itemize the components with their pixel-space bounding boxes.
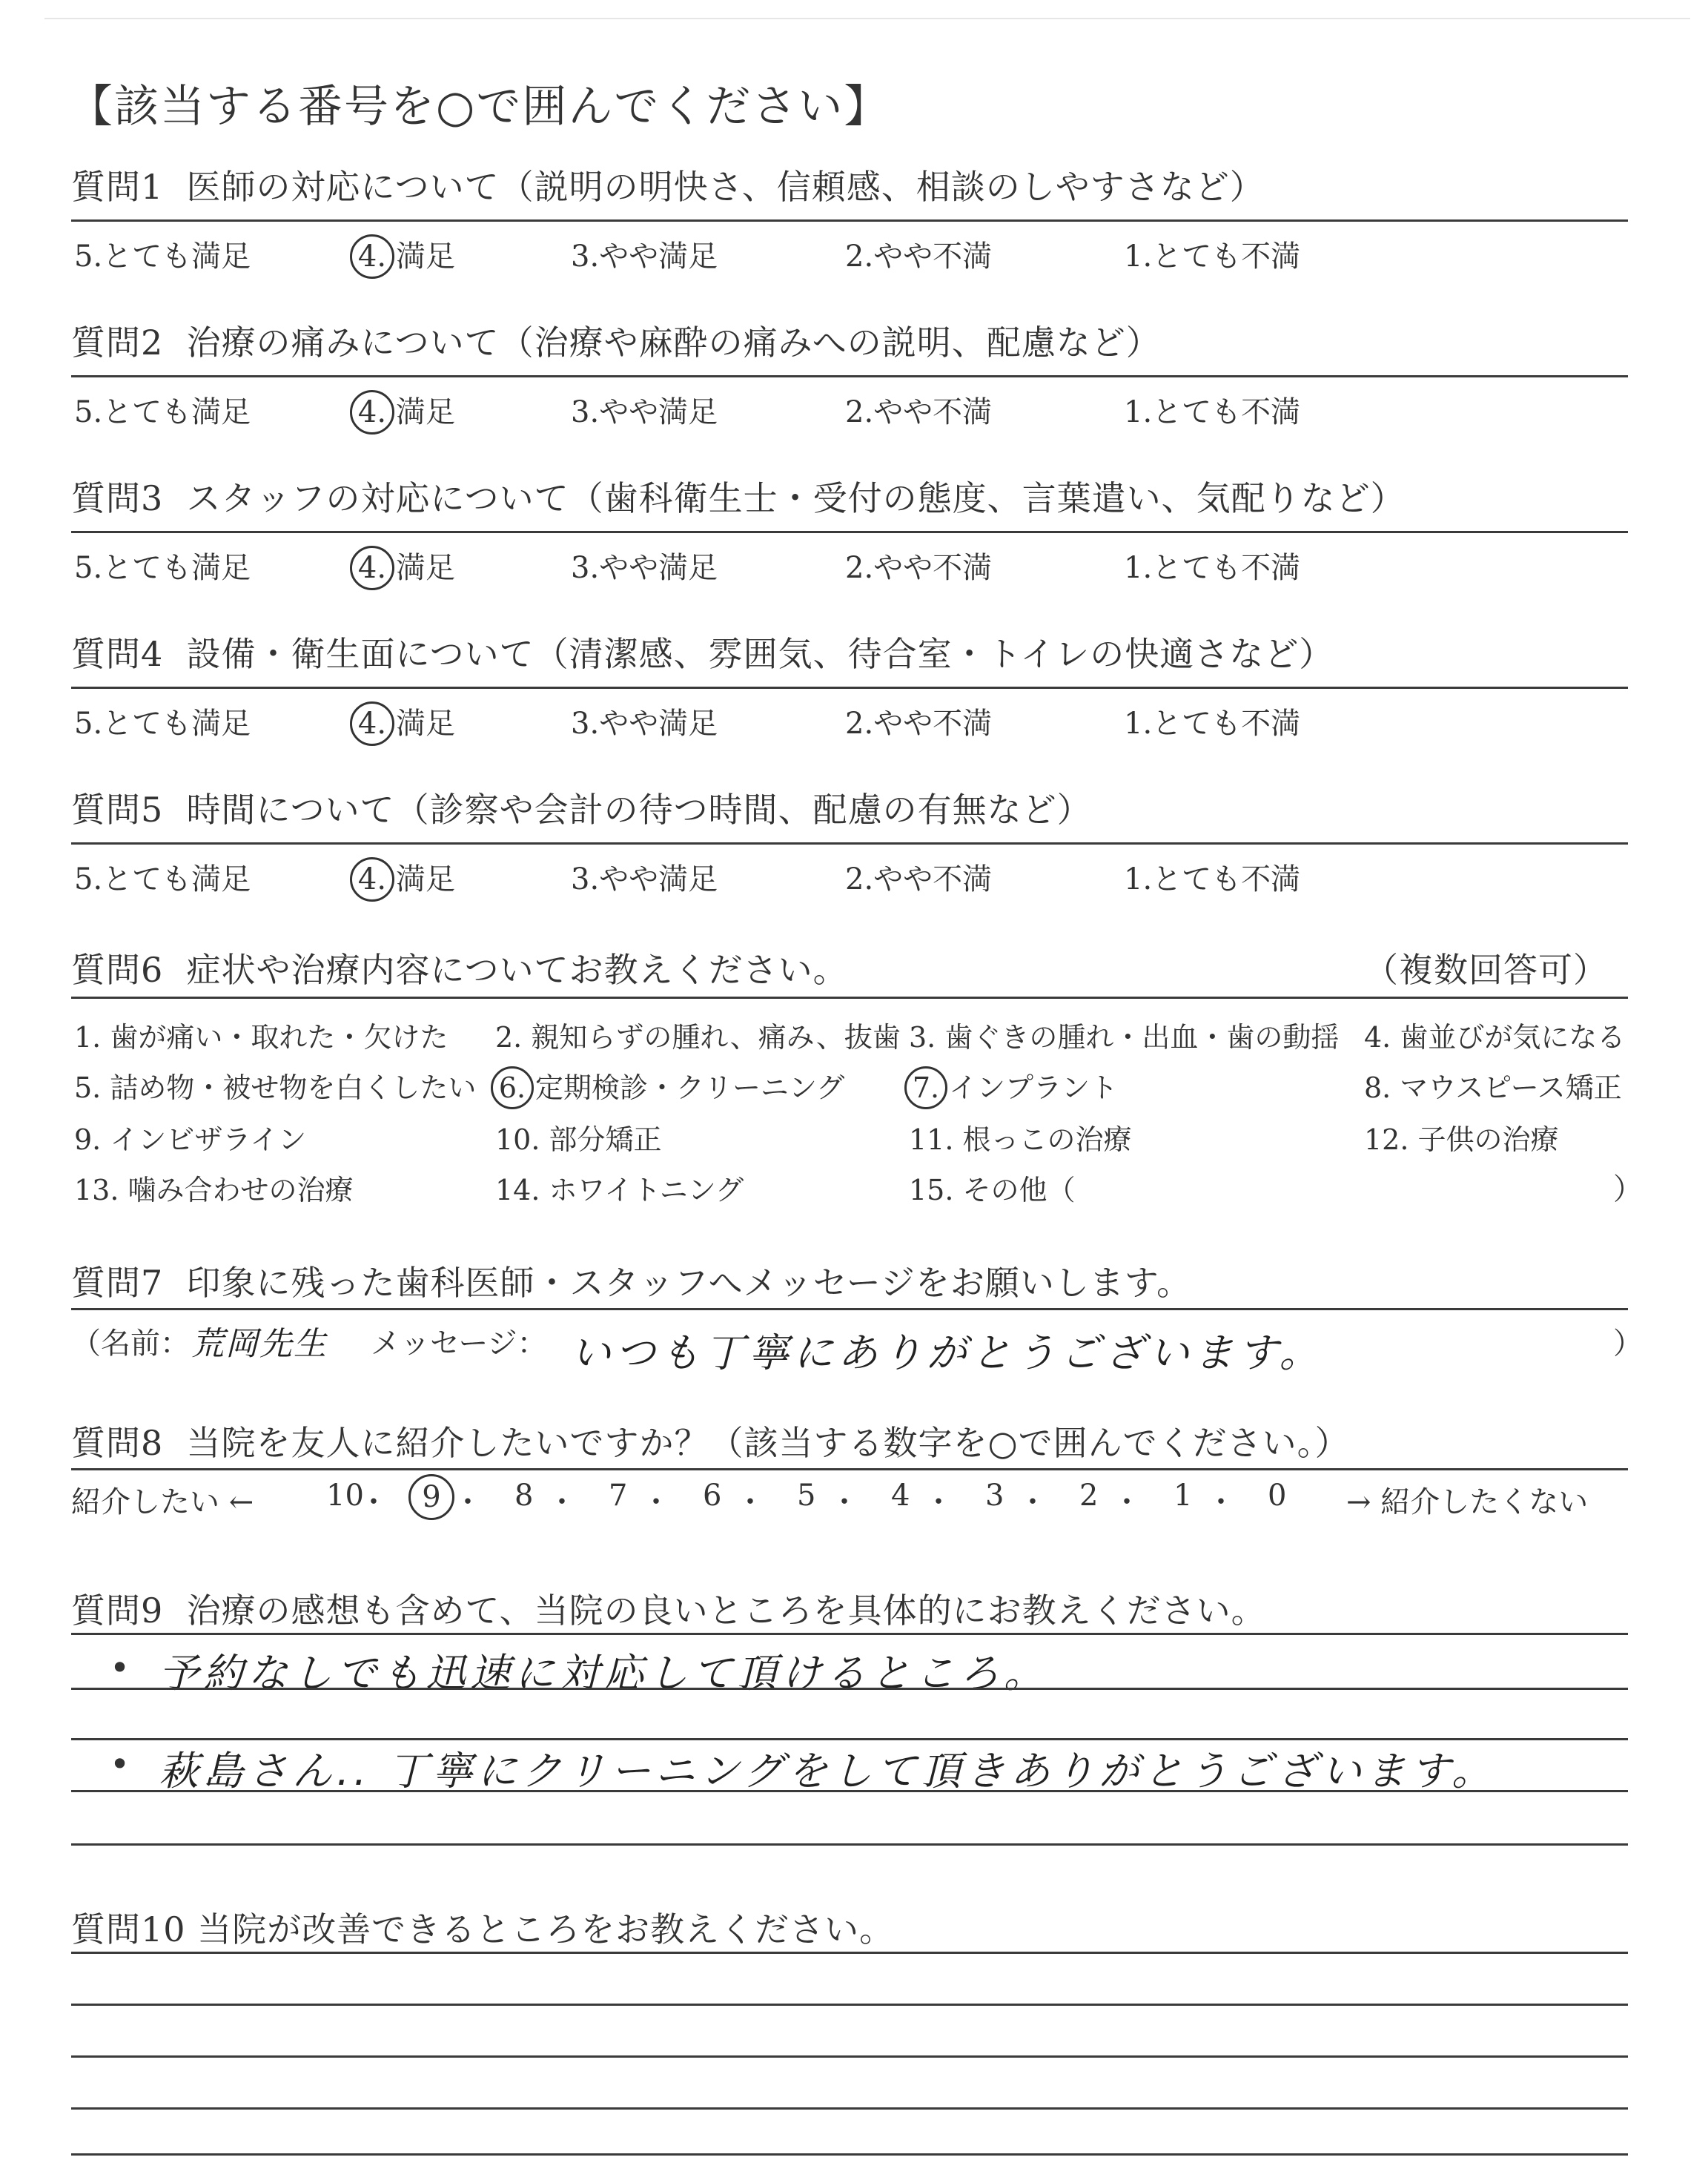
selected-circle: 4. [350,546,394,590]
option-label: とても満足 [102,862,251,896]
q6-option-1[interactable] [74,1014,448,1055]
option-number: 3. [571,395,600,429]
q1-option-1[interactable] [1124,233,1300,275]
option-number: 5. [74,1071,102,1104]
q10-answer-line [71,2004,1628,2006]
q2-label: 質問2 [71,323,164,363]
q5-title [71,783,1092,832]
option-label: 詰め物・被せ物を白くしたい [110,1071,477,1104]
option-label: 満足 [396,395,455,429]
q6-text: 症状や治療内容についてお教えください。 [186,950,848,990]
q3-option-4[interactable] [354,544,455,590]
q8-scale-separator: ・ [453,1485,483,1519]
option-label: とても不満 [1152,395,1301,429]
q2-option-2[interactable] [845,389,992,431]
q6-title [71,943,848,992]
option-number: 3. [571,551,600,585]
page-heading: 【該当する番号を○で囲んでください】 [68,81,890,133]
option-number: 2. [845,862,874,896]
option-number: 1. [1124,707,1153,741]
q9-answer-line [71,1843,1628,1846]
option-label: 満足 [396,707,455,741]
option-label: やや不満 [873,707,993,741]
q9-rule [71,1633,1628,1635]
q6-option-15[interactable] [909,1167,1076,1208]
q9-title [71,1584,1266,1633]
option-number: 1. [1124,862,1153,896]
q2-option-3[interactable] [571,389,718,431]
q4-title [71,627,1334,676]
q3-title [71,472,1406,521]
q10-text: 当院が改善できるところをお教えください。 [197,1909,895,1949]
q7-title [71,1256,1191,1305]
q8-scale-separator: ・ [1112,1485,1142,1519]
option-label: その他（ [962,1174,1076,1206]
selected-circle: 4. [350,390,394,435]
option-number: 1. [74,1021,102,1054]
selected-circle: 4. [350,701,394,746]
option-label: ホワイトニング [549,1174,744,1206]
q8-scale-8[interactable]: 8 [514,1479,534,1513]
option-label: 歯ぐきの腫れ・出血・歯の動揺 [944,1021,1340,1054]
q6-option-2[interactable] [495,1014,901,1055]
q6-option-3[interactable] [909,1014,1339,1055]
q7-label: 質問7 [71,1263,164,1303]
option-label: とても不満 [1152,707,1301,741]
q8-title [71,1416,1350,1465]
option-number: 5. [74,240,103,274]
q10-answer-line [71,2153,1628,2156]
q1-rule [71,219,1628,222]
q1-text: 医師の対応について（説明の明快さ、信頼感、相談のしやすさなど） [186,167,1265,207]
q2-text: 治療の痛みについて（治療や麻酔の痛みへの説明、配慮など） [186,323,1161,363]
option-number: 2. [845,240,874,274]
q3-text: スタッフの対応について（歯科衛生士・受付の態度、言葉遣い、気配りなど） [186,478,1406,518]
q6-option-9[interactable] [74,1117,306,1157]
option-number: 5. [74,395,103,429]
selected-circle: 4. [350,857,394,902]
q2-option-4[interactable] [354,389,455,435]
option-label: 満足 [396,240,455,274]
q4-option-3[interactable] [571,700,718,742]
q4-text: 設備・衛生面について（清潔感、雰囲気、待合室・トイレの快適さなど） [186,634,1334,674]
option-number: 3. [571,862,600,896]
q6-option-7[interactable] [909,1065,1118,1109]
q7-message-label: メッセージ： [371,1327,547,1361]
q4-option-2[interactable] [845,700,992,742]
option-label: 噛み合わせの治療 [128,1174,354,1206]
q2-title [71,316,1161,365]
page-top-edge [44,18,1690,19]
option-number: 15. [909,1174,954,1206]
option-number: 3. [571,240,600,274]
option-label: とても不満 [1152,862,1301,896]
option-number: 11. [909,1123,954,1156]
q6-option-12[interactable] [1364,1117,1559,1157]
q1-option-5[interactable] [74,233,251,275]
q3-option-1[interactable] [1124,544,1300,587]
q7-text: 印象に残った歯科医師・スタッフへメッセージをお願いします。 [186,1263,1192,1303]
option-number: 4. [1364,1021,1391,1054]
option-label: やや満足 [599,862,718,896]
option-number: 2. [845,707,874,741]
q8-scale-7[interactable]: 7 [609,1479,628,1513]
option-number: 1. [1124,240,1153,274]
q10-title [71,1903,894,1952]
q8-scale-separator: ・ [641,1485,671,1519]
q2-rule [71,375,1628,377]
option-label: とても満足 [102,551,251,585]
q9-answer-1-bullet: • [110,1648,130,1688]
q8-scale-separator: ・ [735,1485,765,1519]
q8-scale-1[interactable]: 1 [1174,1479,1193,1513]
q3-label: 質問3 [71,478,164,518]
option-label: 満足 [396,551,455,585]
q10-answer-line [71,2055,1628,2058]
q6-option-4[interactable] [1364,1014,1625,1055]
q4-rule [71,687,1628,689]
q6-option-8[interactable] [1364,1065,1622,1106]
q6-rule [71,997,1628,999]
q8-scale-2[interactable]: 2 [1079,1479,1099,1513]
option-label: マウスピース矯正 [1400,1071,1622,1104]
q3-option-5[interactable] [74,544,251,587]
q6-option-13[interactable] [74,1167,354,1208]
q4-label: 質問4 [71,634,164,674]
q9-answer-2-bullet: • [110,1744,130,1784]
option-number: 3. [909,1021,936,1054]
q6-multiple-note: （複数回答可） [1364,950,1608,990]
option-label: とても不満 [1152,240,1301,274]
option-label: 子供の治療 [1417,1123,1559,1156]
option-label: やや満足 [599,240,718,274]
q8-rule [71,1468,1628,1470]
q6-option-11[interactable] [909,1117,1132,1157]
q1-option-2[interactable] [845,233,992,275]
q8-right-label: → 紹介したくない [1346,1485,1589,1519]
q1-option-4[interactable] [354,233,455,279]
q9-answer-line [71,1790,1628,1792]
q10-answer-line [71,2107,1628,2110]
q3-option-3[interactable] [571,544,718,587]
q8-scale-4[interactable]: 4 [891,1479,910,1513]
option-number: 1. [1124,395,1153,429]
q8-scale-5[interactable]: 5 [797,1479,816,1513]
q6-option-14[interactable] [495,1167,744,1208]
q8-scale-10[interactable]: 10 [326,1479,364,1513]
q8-scale-3[interactable]: 3 [985,1479,1004,1513]
q5-label: 質問5 [71,790,164,830]
option-label: やや不満 [873,240,993,274]
q7-close: ） [1613,1327,1643,1361]
q10-rule [71,1952,1628,1954]
selected-circle: 7. [904,1066,947,1109]
q7-name-value: 荒岡先生 [191,1325,328,1363]
option-number: 3. [571,707,600,741]
q8-text: 当院を友人に紹介したいですか？（該当する数字を○で囲んでください。） [186,1423,1350,1463]
q5-text: 時間について（診察や会計の待つ時間、配慮の有無など） [186,790,1092,830]
q2-option-5[interactable] [74,389,251,431]
option-label: インプラント [949,1071,1119,1104]
option-number: 14. [495,1174,540,1206]
option-number: 12. [1364,1123,1409,1156]
selected-circle: 6. [491,1066,534,1109]
q1-option-3[interactable] [571,233,718,275]
q9-label: 質問9 [71,1591,164,1631]
option-label: 定期検診・クリーニング [535,1071,845,1104]
q6-label: 質問6 [71,950,164,990]
q8-label: 質問8 [71,1423,164,1463]
q8-scale-separator: ・ [1206,1485,1236,1519]
q9-answer-1: 予約なしでも迅速に対応して頂けるところ。 [159,1650,1048,1697]
option-number: 5. [74,862,103,896]
q5-option-5[interactable] [74,856,251,898]
option-number: 2. [845,551,874,585]
option-label: やや満足 [599,551,718,585]
q6-option-6[interactable] [495,1065,844,1109]
option-label: 根っこの治療 [962,1123,1132,1156]
option-number: 10. [495,1123,540,1156]
q5-option-1[interactable] [1124,856,1300,898]
q1-title [71,160,1265,209]
option-number: 9. [74,1123,102,1156]
q7-message-value: いつも丁寧にありがとうございます。 [571,1330,1324,1376]
option-number: 5. [74,551,103,585]
q8-scale-9[interactable]: 9 [408,1474,454,1520]
option-label: とても不満 [1152,551,1301,585]
q3-option-2[interactable] [845,544,992,587]
q4-option-5[interactable] [74,700,251,742]
q4-option-1[interactable] [1124,700,1300,742]
q8-scale-separator: ・ [359,1485,388,1519]
option-number: 1. [1124,551,1153,585]
option-label: やや満足 [599,707,718,741]
q5-option-4[interactable] [354,856,455,902]
q8-scale-separator: ・ [830,1485,859,1519]
q5-rule [71,842,1628,845]
q8-left-label: 紹介したい ← [71,1485,254,1519]
option-number: 5. [74,707,103,741]
option-label: インビザライン [110,1123,307,1156]
q8-scale-separator: ・ [924,1485,953,1519]
option-label: 歯が痛い・取れた・欠けた [110,1021,448,1054]
option-label: とても満足 [102,707,251,741]
q7-name-label: （名前： [71,1327,190,1361]
option-label: 満足 [396,862,455,896]
q6-option-5[interactable] [74,1065,476,1106]
q5-option-2[interactable] [845,856,992,898]
selected-circle: 4. [350,234,394,279]
q9-answer-line [71,1688,1628,1690]
q8-scale-0[interactable]: 0 [1268,1479,1287,1513]
option-number: 13. [74,1174,119,1206]
option-label: やや不満 [873,862,993,896]
q9-answer-2: 萩島さん.. 丁寧にクリーニングをして頂きありがとうございます。 [159,1748,1497,1794]
option-label: とても満足 [102,395,251,429]
option-label: やや満足 [599,395,718,429]
option-number: 2. [845,395,874,429]
option-number: 8. [1364,1071,1391,1104]
option-label: やや不満 [873,551,993,585]
q3-rule [71,531,1628,533]
q6-option-10[interactable] [495,1117,662,1157]
option-label: 親知らずの腫れ、痛み、抜歯 [531,1021,901,1054]
q8-scale-6[interactable]: 6 [703,1479,722,1513]
option-label: 歯並びが気になる [1400,1021,1626,1054]
q2-option-1[interactable] [1124,389,1300,431]
q9-text: 治療の感想も含めて、当院の良いところを具体的にお教えください。 [186,1591,1266,1631]
q10-label: 質問10 [71,1909,186,1949]
option-label: とても満足 [102,240,251,274]
q6-other-close: ） [1613,1172,1643,1206]
q4-option-4[interactable] [354,700,455,746]
option-number: 2. [495,1021,523,1054]
q8-scale-separator: ・ [547,1485,577,1519]
q1-label: 質問1 [71,167,164,207]
q8-scale-separator: ・ [1018,1485,1047,1519]
option-label: 部分矯正 [549,1123,662,1156]
q7-rule [71,1308,1628,1310]
q5-option-3[interactable] [571,856,718,898]
option-label: やや不満 [873,395,993,429]
